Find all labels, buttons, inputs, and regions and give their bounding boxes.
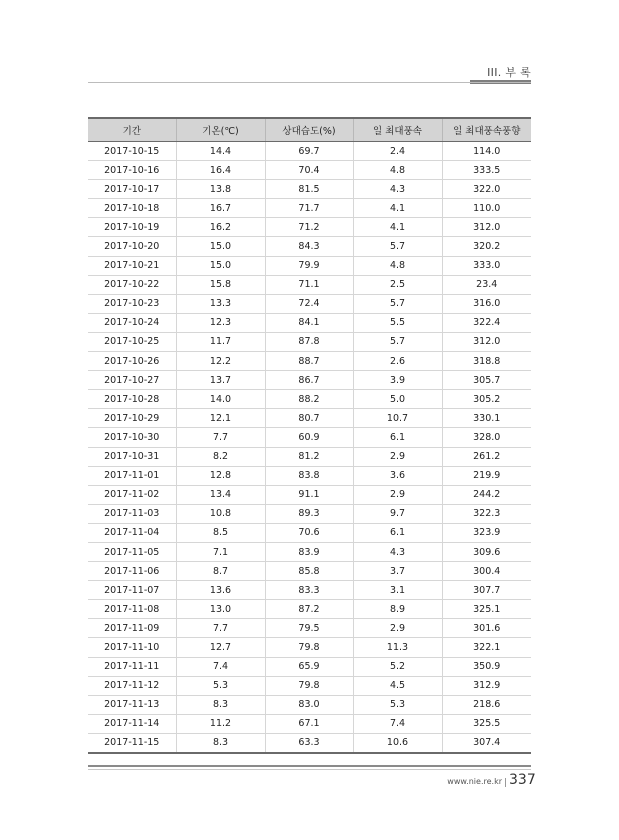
table-cell: 300.4 xyxy=(442,562,531,581)
table-cell: 2017-11-14 xyxy=(88,714,176,733)
table-row xyxy=(88,657,531,676)
table-cell: 16.7 xyxy=(176,199,265,218)
table-cell: 5.0 xyxy=(353,390,442,409)
table-cell: 2017-10-30 xyxy=(88,428,176,447)
table-cell: 333.5 xyxy=(442,161,531,180)
table-cell: 72.4 xyxy=(265,294,353,313)
table-row xyxy=(88,714,531,733)
table-cell: 2017-11-05 xyxy=(88,542,176,561)
table-cell: 15.0 xyxy=(176,237,265,256)
table-cell: 65.9 xyxy=(265,657,353,676)
table-cell: 2.9 xyxy=(353,447,442,466)
table-cell: 91.1 xyxy=(265,485,353,504)
table-cell: 79.5 xyxy=(265,619,353,638)
table-cell: 89.3 xyxy=(265,504,353,523)
table-row xyxy=(88,733,531,753)
table-cell: 7.7 xyxy=(176,428,265,447)
table-cell: 2017-10-22 xyxy=(88,275,176,294)
table-row xyxy=(88,676,531,695)
table-cell: 2017-10-31 xyxy=(88,447,176,466)
table-cell: 2017-10-27 xyxy=(88,371,176,390)
table-row xyxy=(88,428,531,447)
table-cell: 2.9 xyxy=(353,485,442,504)
table-cell: 2.5 xyxy=(353,275,442,294)
table-cell: 14.0 xyxy=(176,390,265,409)
table-cell: 5.5 xyxy=(353,313,442,332)
table-cell: 2017-11-13 xyxy=(88,695,176,714)
table-cell: 10.7 xyxy=(353,409,442,428)
table-cell: 81.5 xyxy=(265,180,353,199)
table-row xyxy=(88,523,531,542)
table-cell: 4.1 xyxy=(353,218,442,237)
table-cell: 2017-11-12 xyxy=(88,676,176,695)
table-row xyxy=(88,218,531,237)
table-row xyxy=(88,332,531,351)
table-cell: 71.2 xyxy=(265,218,353,237)
footer-rule-thin xyxy=(88,769,531,770)
column-header: 기온(℃) xyxy=(176,118,265,142)
page-number: 337 xyxy=(509,772,536,788)
table-cell: 12.8 xyxy=(176,466,265,485)
table-cell: 2017-10-17 xyxy=(88,180,176,199)
table-cell: 2.6 xyxy=(353,352,442,371)
table-cell: 2017-10-16 xyxy=(88,161,176,180)
table-cell: 5.7 xyxy=(353,332,442,351)
table-cell: 84.1 xyxy=(265,313,353,332)
column-header: 일 최대풍속풍향 xyxy=(442,118,531,142)
table-cell: 79.8 xyxy=(265,638,353,657)
table-cell: 9.7 xyxy=(353,504,442,523)
table-row xyxy=(88,237,531,256)
table-row xyxy=(88,180,531,199)
table-cell: 318.8 xyxy=(442,352,531,371)
table-header xyxy=(88,118,531,142)
table-row xyxy=(88,542,531,561)
table-cell: 2.9 xyxy=(353,619,442,638)
table-row xyxy=(88,390,531,409)
table-cell: 8.3 xyxy=(176,695,265,714)
table-cell: 70.6 xyxy=(265,523,353,542)
table-row xyxy=(88,466,531,485)
table-cell: 325.5 xyxy=(442,714,531,733)
table-cell: 2017-11-11 xyxy=(88,657,176,676)
table-cell: 312.0 xyxy=(442,218,531,237)
table-cell: 2017-10-26 xyxy=(88,352,176,371)
table-cell: 8.5 xyxy=(176,523,265,542)
table-cell: 218.6 xyxy=(442,695,531,714)
table-cell: 3.1 xyxy=(353,581,442,600)
table-cell: 301.6 xyxy=(442,619,531,638)
table-cell: 5.3 xyxy=(176,676,265,695)
table-cell: 305.7 xyxy=(442,371,531,390)
table-cell: 7.7 xyxy=(176,619,265,638)
table-cell: 312.9 xyxy=(442,676,531,695)
table-cell: 4.8 xyxy=(353,256,442,275)
table-cell: 11.3 xyxy=(353,638,442,657)
table-row xyxy=(88,275,531,294)
table-cell: 2017-10-19 xyxy=(88,218,176,237)
table-row xyxy=(88,409,531,428)
table-cell: 2017-10-29 xyxy=(88,409,176,428)
table-row xyxy=(88,562,531,581)
table-cell: 10.6 xyxy=(353,733,442,753)
table-cell: 3.6 xyxy=(353,466,442,485)
table-cell: 69.7 xyxy=(265,142,353,161)
table-cell: 330.1 xyxy=(442,409,531,428)
table-row xyxy=(88,485,531,504)
table-cell: 87.8 xyxy=(265,332,353,351)
table-cell: 2017-10-21 xyxy=(88,256,176,275)
table-cell: 2017-11-03 xyxy=(88,504,176,523)
table-row xyxy=(88,142,531,161)
table-row xyxy=(88,161,531,180)
table-cell: 83.9 xyxy=(265,542,353,561)
table-cell: 2017-11-04 xyxy=(88,523,176,542)
table-cell: 4.5 xyxy=(353,676,442,695)
table-cell: 2017-11-07 xyxy=(88,581,176,600)
table-cell: 83.3 xyxy=(265,581,353,600)
table-cell: 8.2 xyxy=(176,447,265,466)
table-cell: 63.3 xyxy=(265,733,353,753)
table-cell: 244.2 xyxy=(442,485,531,504)
table-row xyxy=(88,504,531,523)
table-cell: 12.1 xyxy=(176,409,265,428)
table-cell: 83.8 xyxy=(265,466,353,485)
table-cell: 12.7 xyxy=(176,638,265,657)
table-row xyxy=(88,581,531,600)
footer-url: www.nie.re.kr xyxy=(447,777,502,786)
table-cell: 5.7 xyxy=(353,237,442,256)
table-cell: 2017-10-23 xyxy=(88,294,176,313)
table-cell: 309.6 xyxy=(442,542,531,561)
table-row xyxy=(88,256,531,275)
table-row xyxy=(88,294,531,313)
table-cell: 86.7 xyxy=(265,371,353,390)
table-cell: 316.0 xyxy=(442,294,531,313)
table-cell: 88.7 xyxy=(265,352,353,371)
table-cell: 4.1 xyxy=(353,199,442,218)
table-cell: 79.9 xyxy=(265,256,353,275)
table-cell: 84.3 xyxy=(265,237,353,256)
table-cell: 2017-11-01 xyxy=(88,466,176,485)
table-cell: 2017-11-09 xyxy=(88,619,176,638)
table-cell: 15.0 xyxy=(176,256,265,275)
column-header: 기간 xyxy=(88,118,176,142)
table-cell: 3.7 xyxy=(353,562,442,581)
table-cell: 2017-10-18 xyxy=(88,199,176,218)
section-label: III. 부 록 xyxy=(487,66,531,79)
table-cell: 6.1 xyxy=(353,523,442,542)
table-body xyxy=(88,142,531,754)
table-cell: 13.4 xyxy=(176,485,265,504)
table-cell: 2017-11-08 xyxy=(88,600,176,619)
table-cell: 13.0 xyxy=(176,600,265,619)
table-cell: 13.6 xyxy=(176,581,265,600)
table-cell: 2017-10-24 xyxy=(88,313,176,332)
table-cell: 71.7 xyxy=(265,199,353,218)
table-cell: 4.3 xyxy=(353,180,442,199)
footer-separator xyxy=(505,778,506,787)
table-cell: 307.4 xyxy=(442,733,531,753)
table-cell: 16.2 xyxy=(176,218,265,237)
table-cell: 312.0 xyxy=(442,332,531,351)
table-cell: 79.8 xyxy=(265,676,353,695)
table-cell: 23.4 xyxy=(442,275,531,294)
table-cell: 12.3 xyxy=(176,313,265,332)
table-header-row xyxy=(88,118,531,142)
table-cell: 7.1 xyxy=(176,542,265,561)
table-cell: 13.8 xyxy=(176,180,265,199)
header-rule xyxy=(88,82,531,83)
table-cell: 5.3 xyxy=(353,695,442,714)
column-header: 일 최대풍속 xyxy=(353,118,442,142)
table-cell: 320.2 xyxy=(442,237,531,256)
table-cell: 5.2 xyxy=(353,657,442,676)
table-cell: 12.2 xyxy=(176,352,265,371)
table-cell: 16.4 xyxy=(176,161,265,180)
table-cell: 81.2 xyxy=(265,447,353,466)
table-cell: 4.8 xyxy=(353,161,442,180)
table-cell: 2017-10-25 xyxy=(88,332,176,351)
table-cell: 80.7 xyxy=(265,409,353,428)
table-cell: 350.9 xyxy=(442,657,531,676)
table-cell: 85.8 xyxy=(265,562,353,581)
table-cell: 333.0 xyxy=(442,256,531,275)
table-cell: 325.1 xyxy=(442,600,531,619)
table-cell: 60.9 xyxy=(265,428,353,447)
table-cell: 87.2 xyxy=(265,600,353,619)
table-cell: 13.7 xyxy=(176,371,265,390)
table-cell: 307.7 xyxy=(442,581,531,600)
table-row xyxy=(88,199,531,218)
table-cell: 11.2 xyxy=(176,714,265,733)
table-cell: 8.3 xyxy=(176,733,265,753)
table-cell: 14.4 xyxy=(176,142,265,161)
table-cell: 8.9 xyxy=(353,600,442,619)
table-cell: 2017-10-28 xyxy=(88,390,176,409)
table-cell: 70.4 xyxy=(265,161,353,180)
table-cell: 71.1 xyxy=(265,275,353,294)
table-row xyxy=(88,619,531,638)
table-cell: 322.4 xyxy=(442,313,531,332)
table-cell: 88.2 xyxy=(265,390,353,409)
table-cell: 323.9 xyxy=(442,523,531,542)
table-cell: 2017-11-06 xyxy=(88,562,176,581)
table-cell: 8.7 xyxy=(176,562,265,581)
table-cell: 2.4 xyxy=(353,142,442,161)
table-cell: 7.4 xyxy=(353,714,442,733)
table-cell: 2017-11-10 xyxy=(88,638,176,657)
table-row xyxy=(88,447,531,466)
table-cell: 10.8 xyxy=(176,504,265,523)
table-cell: 11.7 xyxy=(176,332,265,351)
table-cell: 7.4 xyxy=(176,657,265,676)
table-cell: 4.3 xyxy=(353,542,442,561)
table-cell: 3.9 xyxy=(353,371,442,390)
table-cell: 322.0 xyxy=(442,180,531,199)
table-cell: 2017-11-15 xyxy=(88,733,176,753)
table-cell: 2017-10-20 xyxy=(88,237,176,256)
table-cell: 261.2 xyxy=(442,447,531,466)
table-cell: 322.3 xyxy=(442,504,531,523)
table-cell: 114.0 xyxy=(442,142,531,161)
table-cell: 328.0 xyxy=(442,428,531,447)
weather-data-table xyxy=(88,117,531,754)
table-row xyxy=(88,638,531,657)
table-cell: 110.0 xyxy=(442,199,531,218)
table-cell: 305.2 xyxy=(442,390,531,409)
table-cell: 2017-11-02 xyxy=(88,485,176,504)
table-cell: 322.1 xyxy=(442,638,531,657)
table-row xyxy=(88,352,531,371)
footer-rule xyxy=(88,765,531,767)
table-cell: 219.9 xyxy=(442,466,531,485)
column-header: 상대습도(%) xyxy=(265,118,353,142)
table-cell: 83.0 xyxy=(265,695,353,714)
table-row xyxy=(88,695,531,714)
table-row xyxy=(88,371,531,390)
table-cell: 13.3 xyxy=(176,294,265,313)
table-cell: 6.1 xyxy=(353,428,442,447)
table-cell: 67.1 xyxy=(265,714,353,733)
table-cell: 5.7 xyxy=(353,294,442,313)
table-cell: 2017-10-15 xyxy=(88,142,176,161)
table-row xyxy=(88,600,531,619)
table-cell: 15.8 xyxy=(176,275,265,294)
table-row xyxy=(88,313,531,332)
